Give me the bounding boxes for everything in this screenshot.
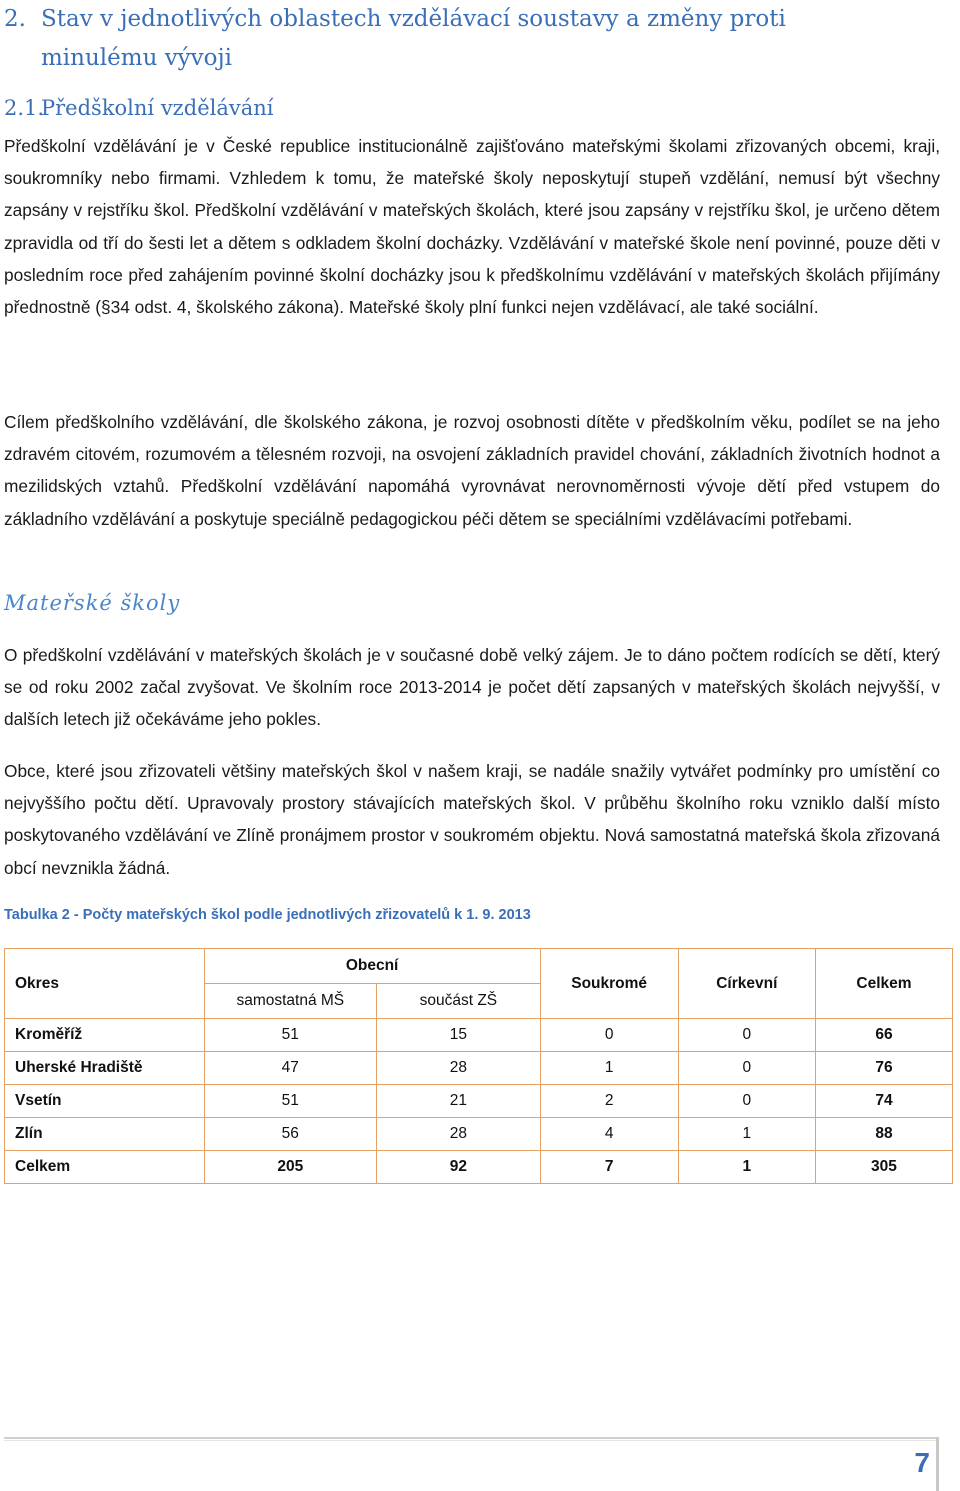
table-row bbox=[5, 1085, 953, 1118]
section-heading bbox=[4, 92, 273, 124]
cell-okres: Vsetín bbox=[5, 1085, 205, 1118]
header-soucast: součást ZŠ bbox=[377, 984, 541, 1019]
chapter-title-line1: Stav v jednotlivých oblastech vzdělávací soustavy a změny proti bbox=[41, 6, 786, 32]
table-caption: Tabulka 2 - Počty mateřských škol podle jednotlivých zřizovatelů k 1. 9. 2013 bbox=[4, 907, 531, 923]
table-header-row-1 bbox=[5, 949, 953, 984]
cell-soukrome: 1 bbox=[540, 1052, 678, 1085]
paragraph-goals: Cílem předškolního vzdělávání, dle školského zákona, je rozvoj osobnosti dítěte v předškolním věku, podílet se na jeho zdravém citovém, rozumovém a tělesném rozvoji, na osvojení základních pravidel chování, základních životních hodnot a mezilidských vztahů. Předškolní vzdělávání napomáhá vyrovnávat nerovnoměrnosti vývoje dětí před vstupem do základního vzdělávání a poskytuje speciálně pedagogickou péči dětem se speciálními vzdělávacími potřebami. bbox=[4, 412, 940, 529]
footer-divider bbox=[4, 1437, 938, 1439]
chapter-title-line2: minulému vývoji bbox=[41, 45, 233, 71]
cell-soukrome: 4 bbox=[540, 1118, 678, 1151]
cell-soukrome: 2 bbox=[540, 1085, 678, 1118]
footer-vertical-rule bbox=[936, 1437, 939, 1491]
cell-celkem: 74 bbox=[815, 1085, 952, 1118]
cell-cirkevni: 0 bbox=[678, 1085, 815, 1118]
cell-soucast: 28 bbox=[377, 1052, 541, 1085]
cell-celkem: 76 bbox=[815, 1052, 952, 1085]
cell-soukrome: 0 bbox=[540, 1019, 678, 1052]
cell-okres: Zlín bbox=[5, 1118, 205, 1151]
header-celkem: Celkem bbox=[815, 949, 952, 1019]
cell-okres: Kroměříž bbox=[5, 1019, 205, 1052]
header-obecni: Obecní bbox=[204, 949, 540, 984]
chapter-heading bbox=[4, 0, 944, 78]
header-cirkevni: Církevní bbox=[678, 949, 815, 1019]
cell-samostatna: 51 bbox=[204, 1085, 377, 1118]
header-okres: Okres bbox=[5, 949, 205, 1019]
cell-samostatna: 56 bbox=[204, 1118, 377, 1151]
chapter-number: 2. bbox=[4, 6, 26, 32]
cell-okres: Celkem bbox=[5, 1151, 205, 1184]
paragraph-municipalities: Obce, které jsou zřizovateli většiny mateřských škol v našem kraji, se nadále snažily vytvářet podmínky pro umístění co nejvyššího počtu dětí. Upravovaly prostory stávajících mateřských škol. V průběhu školního roku vzniklo další místo poskytovaného vzdělávání ve Zlíně pronájmem prostor v soukromém objektu. Nová samostatná mateřská škola zřizovaná obcí nevznikla žádná. bbox=[4, 761, 940, 878]
cell-cirkevni: 0 bbox=[678, 1052, 815, 1085]
cell-celkem: 88 bbox=[815, 1118, 952, 1151]
paragraph-intro: Předškolní vzdělávání je v České republice institucionálně zajišťováno mateřskými školami zřizovaných obcemi, kraji, soukromníky nebo firmami. Vzhledem k tomu, že mateřské školy neposkytují stupeň vzdělání, nemusí být všechny zapsány v rejstříku škol. Předškolní vzdělávání v mateřských školách, které jsou zapsány v rejstříku škol, je určeno dětem zpravidla od tří do šesti let a dětem s odkladem školní docházky. Vzdělávání v mateřské škole není povinné, pouze děti v posledním roce před zahájením povinné školní docházky jsou k předškolnímu vzdělávání v mateřských školách přijímány přednostně (§34 odst. 4, školského zákona). Mateřské školy plní funkci nejen vzdělávací, ale také sociální. bbox=[4, 136, 940, 318]
cell-soucast: 21 bbox=[377, 1085, 541, 1118]
table-row-total bbox=[5, 1151, 953, 1184]
cell-celkem: 66 bbox=[815, 1019, 952, 1052]
header-samostatna: samostatná MŠ bbox=[204, 984, 377, 1019]
header-soukrome: Soukromé bbox=[540, 949, 678, 1019]
subheading-materske-skoly: Mateřské školy bbox=[4, 591, 181, 615]
table-row bbox=[5, 1019, 953, 1052]
cell-soukrome: 7 bbox=[540, 1151, 678, 1184]
cell-okres: Uherské Hradiště bbox=[5, 1052, 205, 1085]
page-number: 7 bbox=[914, 1447, 930, 1478]
section-number: 2.1. bbox=[4, 96, 45, 120]
cell-cirkevni: 1 bbox=[678, 1118, 815, 1151]
footer-divider-shadow bbox=[4, 1440, 938, 1441]
kindergartens-table bbox=[4, 948, 953, 1184]
cell-cirkevni: 0 bbox=[678, 1019, 815, 1052]
cell-soucast: 28 bbox=[377, 1118, 541, 1151]
cell-soucast: 15 bbox=[377, 1019, 541, 1052]
cell-samostatna: 205 bbox=[204, 1151, 377, 1184]
paragraph-interest: O předškolní vzdělávání v mateřských školách je v současné době velký zájem. Je to dáno počtem rodících se dětí, který se od roku 2002 začal zvyšovat. Ve školním roce 2013-2014 je počet dětí zapsaných v mateřských školách nejvyšší, v dalších letech již očekáváme jeho pokles. bbox=[4, 645, 940, 730]
cell-samostatna: 47 bbox=[204, 1052, 377, 1085]
cell-celkem: 305 bbox=[815, 1151, 952, 1184]
cell-cirkevni: 1 bbox=[678, 1151, 815, 1184]
table-row bbox=[5, 1118, 953, 1151]
table-row bbox=[5, 1052, 953, 1085]
cell-soucast: 92 bbox=[377, 1151, 541, 1184]
cell-samostatna: 51 bbox=[204, 1019, 377, 1052]
section-title: Předškolní vzdělávání bbox=[41, 96, 274, 120]
